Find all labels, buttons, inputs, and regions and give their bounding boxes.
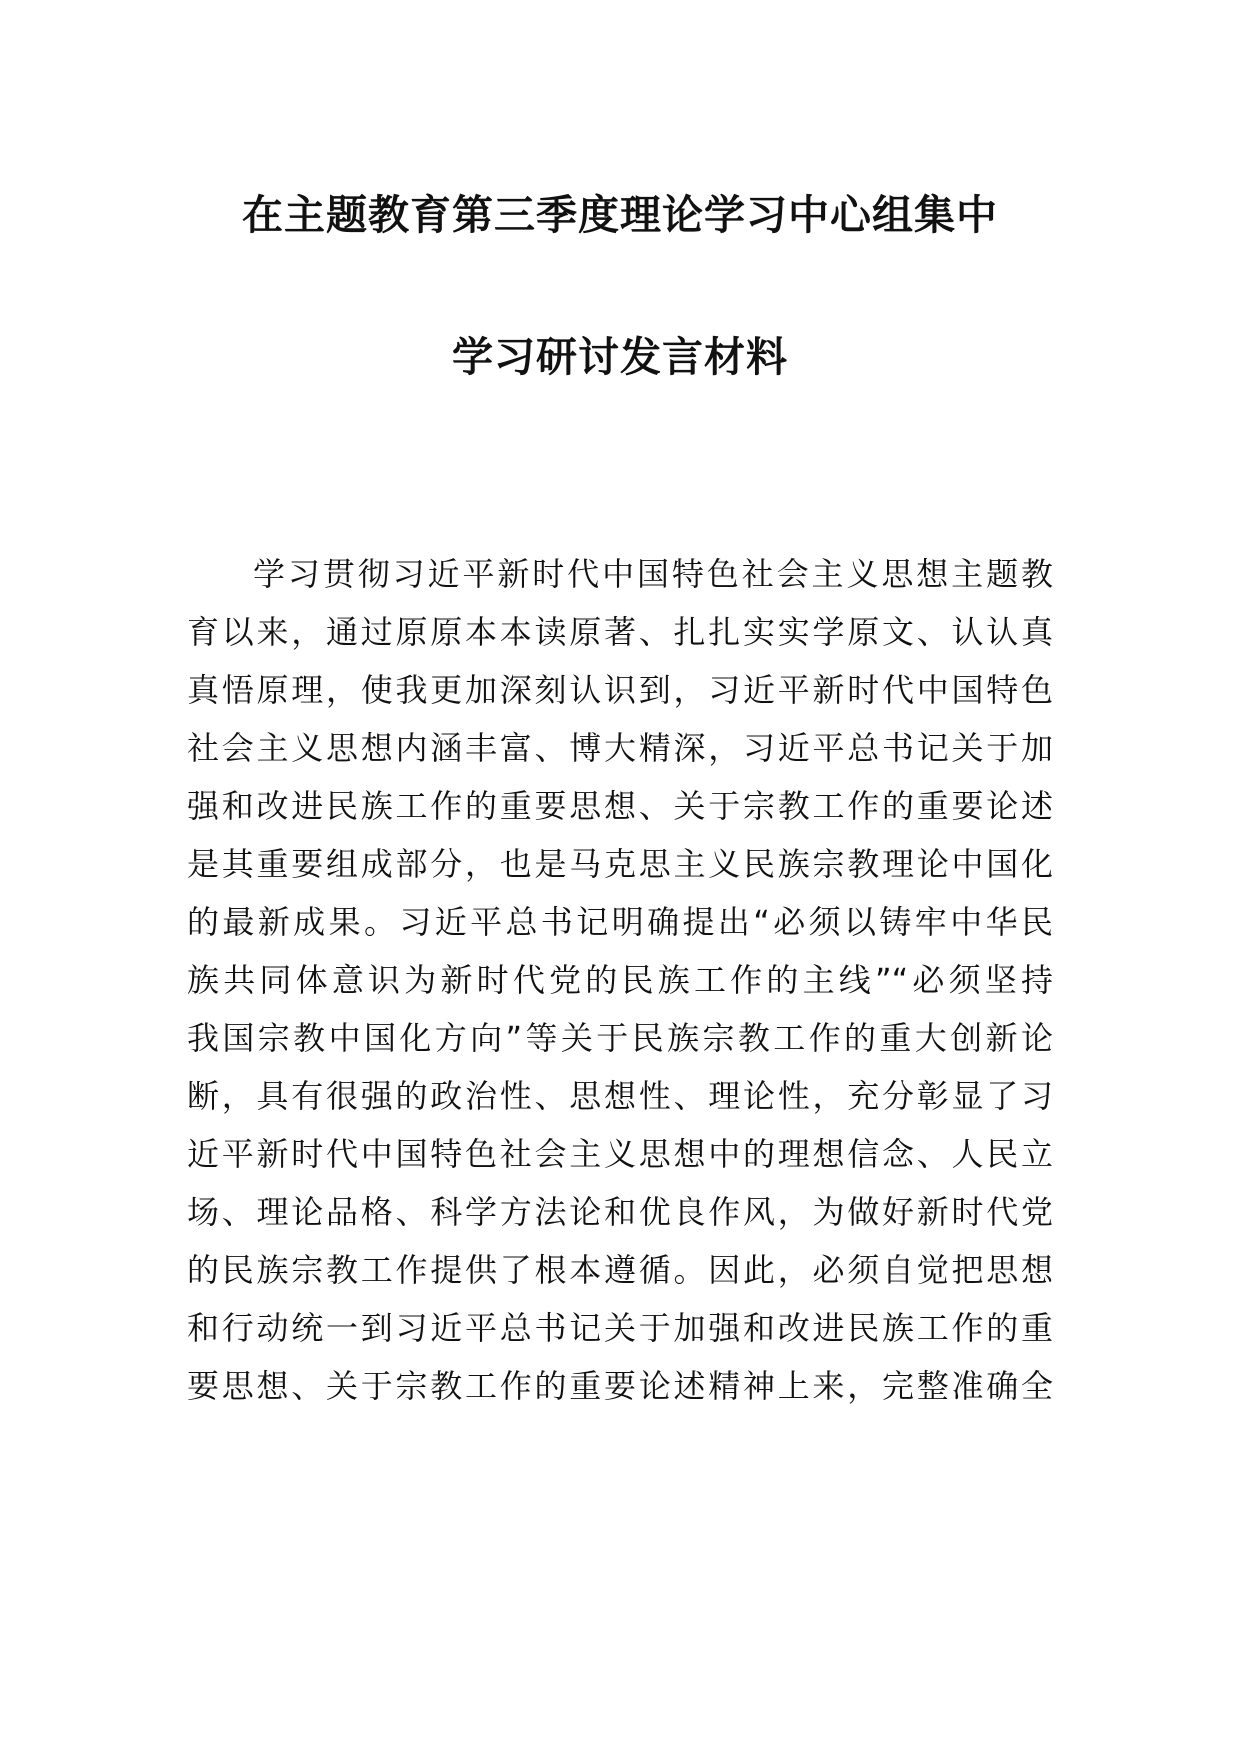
- body-text-line: 族共同体意识为新时代党的民族工作的主线”“必须坚持: [187, 961, 1053, 999]
- body-text-line: 真悟原理，使我更加深刻认识到，习近平新时代中国特色: [187, 671, 1053, 709]
- body-text-line: 是其重要组成部分，也是马克思主义民族宗教理论中国化: [187, 845, 1053, 883]
- body-text-line: 的最新成果。习近平总书记明确提出“必须以铸牢中华民: [187, 903, 1053, 941]
- body-text-line: 强和改进民族工作的重要思想、关于宗教工作的重要论述: [187, 787, 1053, 825]
- body-text-line: 育以来，通过原原本本读原著、扎扎实实学原文、认认真: [187, 613, 1053, 651]
- document-title-line-1: 在主题教育第三季度理论学习中心组集中: [242, 191, 998, 239]
- document-title-line-2: 学习研讨发言材料: [452, 333, 788, 381]
- body-text-line: 学习贯彻习近平新时代中国特色社会主义思想主题教: [253, 555, 1053, 593]
- body-text-line: 近平新时代中国特色社会主义思想中的理想信念、人民立: [187, 1135, 1053, 1173]
- body-text-line: 断，具有很强的政治性、思想性、理论性，充分彰显了习: [187, 1077, 1053, 1115]
- body-text-line: 场、理论品格、科学方法论和优良作风，为做好新时代党: [187, 1193, 1053, 1231]
- document-body: [187, 545, 1053, 1415]
- body-text-line: 要思想、关于宗教工作的重要论述精神上来，完整准确全: [187, 1367, 1053, 1405]
- body-text-line: 我国宗教中国化方向”等关于民族宗教工作的重大创新论: [187, 1019, 1053, 1057]
- body-text-line: 和行动统一到习近平总书记关于加强和改进民族工作的重: [187, 1309, 1053, 1347]
- body-text-line: 社会主义思想内涵丰富、博大精深，习近平总书记关于加: [187, 729, 1053, 767]
- body-text-line: 的民族宗教工作提供了根本遵循。因此，必须自觉把思想: [187, 1251, 1053, 1289]
